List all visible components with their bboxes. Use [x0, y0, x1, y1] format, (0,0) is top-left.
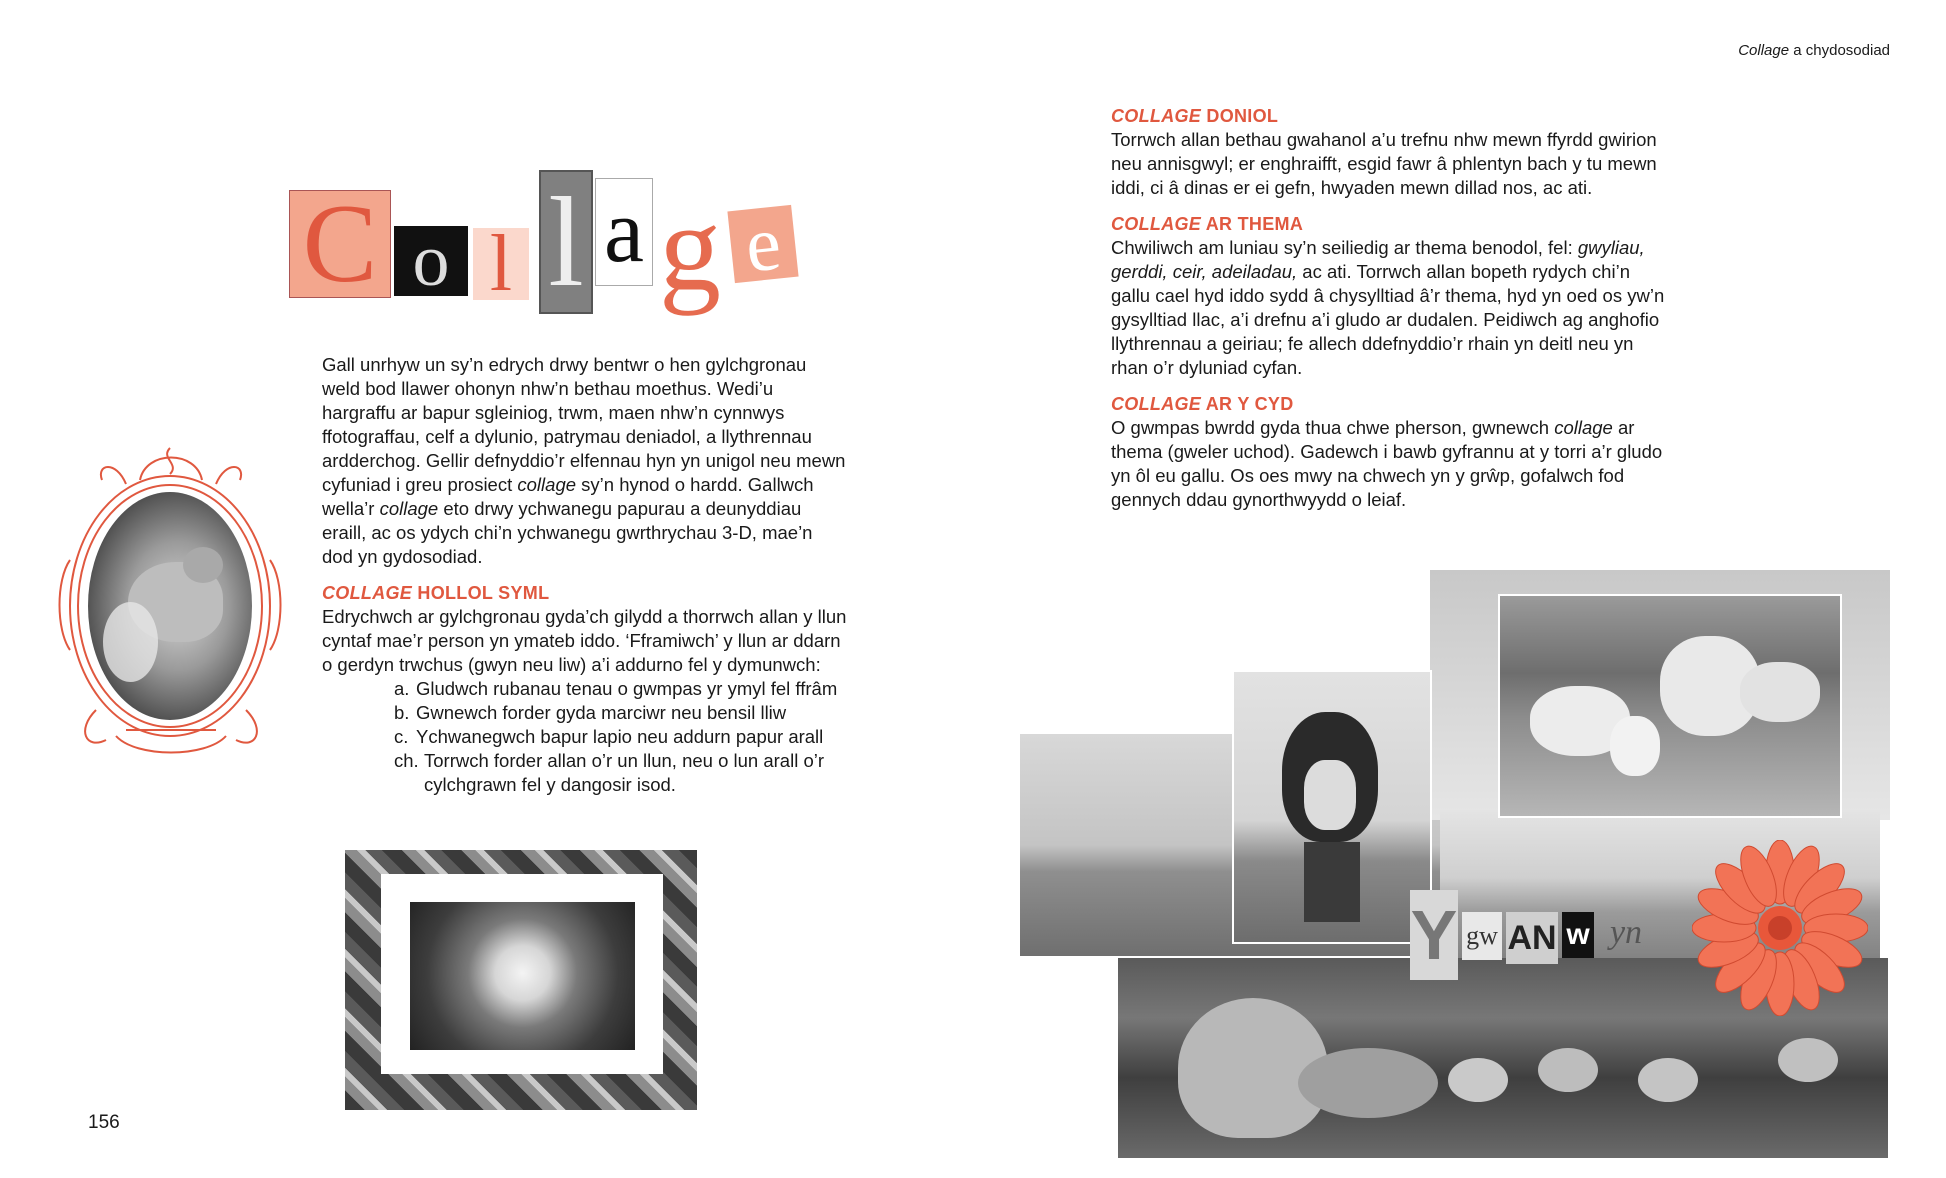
- word-letter-y: Y: [1410, 890, 1458, 980]
- funny-collage-body: Torrwch allan bethau gwahanol a’u trefnu nhw mewn ffyrdd gwirion neu annisgwyl; er enghraifft, esgid fawr â phlentyn bach y tu mewn iddi, ci â dinas er ei gefn, hwyaden mewn dillad nos, ac ati.: [1111, 129, 1657, 198]
- frame-options-list: [322, 677, 847, 797]
- title-letter-g: g: [659, 179, 721, 316]
- collage-title: [287, 168, 807, 318]
- farm-collage: [1020, 570, 1890, 1170]
- flower-photo: [410, 902, 635, 1050]
- list-item: b. Gwnewch forder gyda marciwr neu bensil lliw: [394, 702, 787, 723]
- squirrel-photo: [88, 492, 252, 720]
- intro-paragraph: Gall unrhyw un sy’n edrych drwy bentwr o hen gylchgronau weld bod llawer ohonyn nhw’n bethau moethus. Wedi’u hargraffu ar bapur sgleiniog, trwm, maen nhw’n cynnwys ffotograffau, celf a dylunio, patrymau deniadol, a llythrennau ardderchog. Gellir defnyddio’r elfennau hyn yn unigol neu mewn cyfuniad i greu prosiect collage sy’n hynod o hardd. Gallwch wella’r collage eto drwy ychwanegu papurau a deunyddiau eraill, ac os ydych chi’n ychwanegu gwrthrychau 3-D, mae’n dod yn gydosodiad.: [322, 354, 846, 567]
- section-heading-funny: COLLAGE DONIOL: [1111, 106, 1279, 126]
- word-letters-gw: gw: [1462, 912, 1502, 960]
- list-item: ch. Torrwch forder allan o’r un llun, neu o lun arall o’r cylchgrawn fel y dangosir isod.: [394, 750, 825, 795]
- left-column: [322, 353, 847, 797]
- page-number: 156: [88, 1112, 120, 1133]
- title-letter-l1: l: [473, 228, 529, 300]
- spring-word-cutout: [1410, 890, 1660, 990]
- word-letters-yn: yn: [1609, 914, 1643, 951]
- title-letter-a: a: [595, 178, 653, 286]
- section-heading-simple: COLLAGE HOLLOL SYML: [322, 583, 550, 603]
- title-letter-c: C: [289, 190, 391, 298]
- simple-collage-body: Edrychwch ar gylchgronau gyda’ch gilydd a thorrwch allan y llun cyntaf mae’r person yn ymateb iddo. ‘Fframiwch’ y llun ar ddarn o gerdyn trwchus (gwyn neu liw) a’i addurno fel y dymunwch:: [322, 606, 847, 675]
- group-collage-body: O gwmpas bwrdd gyda thua chwe pherson, gwnewch collage ar thema (gweler uchod). Gadewch i bawb gyfrannu at y torri a’r gludo yn ôl eu gallu. Os oes mwy na chwech yn y grŵp, gofalwch fod gennych ddau gynorthwyydd o leiaf.: [1111, 417, 1663, 510]
- squirrel-frame: [56, 440, 286, 765]
- framed-flower-collage: [345, 850, 697, 1110]
- right-column: [1111, 104, 1671, 512]
- running-head: Collage a chydosodiad: [1738, 42, 1890, 59]
- section-heading-group: COLLAGE AR Y CYD: [1111, 394, 1294, 414]
- list-item: c. Ychwanegwch bapur lapio neu addurn papur arall: [394, 726, 824, 747]
- cow-photo: [1232, 670, 1432, 944]
- title-letter-e: e: [727, 205, 798, 283]
- sheep-photo: [1498, 594, 1842, 818]
- title-letter-l2: l: [539, 170, 593, 314]
- theme-collage-body: Chwiliwch am luniau sy’n seiliedig ar thema benodol, fel: gwyliau, gerddi, ceir, adeiladau, ac ati. Torrwch allan bopeth rydych chi’n gallu cael hyd iddo sydd â chysylltiad â’r thema, hyd yn oed os yw’n gysylltiad llac, a’i drefnu a’i gludo ar dudalen. Peidiwch ag anghofio llythrennau a geiriau; fe allech ddefnyddio’r rhain yn deitl neu yn rhan o’r dyluniad cyfan.: [1111, 237, 1665, 378]
- orange-flower-icon: [1692, 840, 1868, 1016]
- section-heading-theme: COLLAGE AR THEMA: [1111, 214, 1304, 234]
- word-letter-w: w: [1562, 912, 1594, 958]
- title-letter-o: o: [394, 226, 468, 296]
- word-letters-an: AN: [1506, 912, 1558, 964]
- list-item: a. Gludwch rubanau tenau o gwmpas yr ymyl fel ffrâm: [394, 678, 838, 699]
